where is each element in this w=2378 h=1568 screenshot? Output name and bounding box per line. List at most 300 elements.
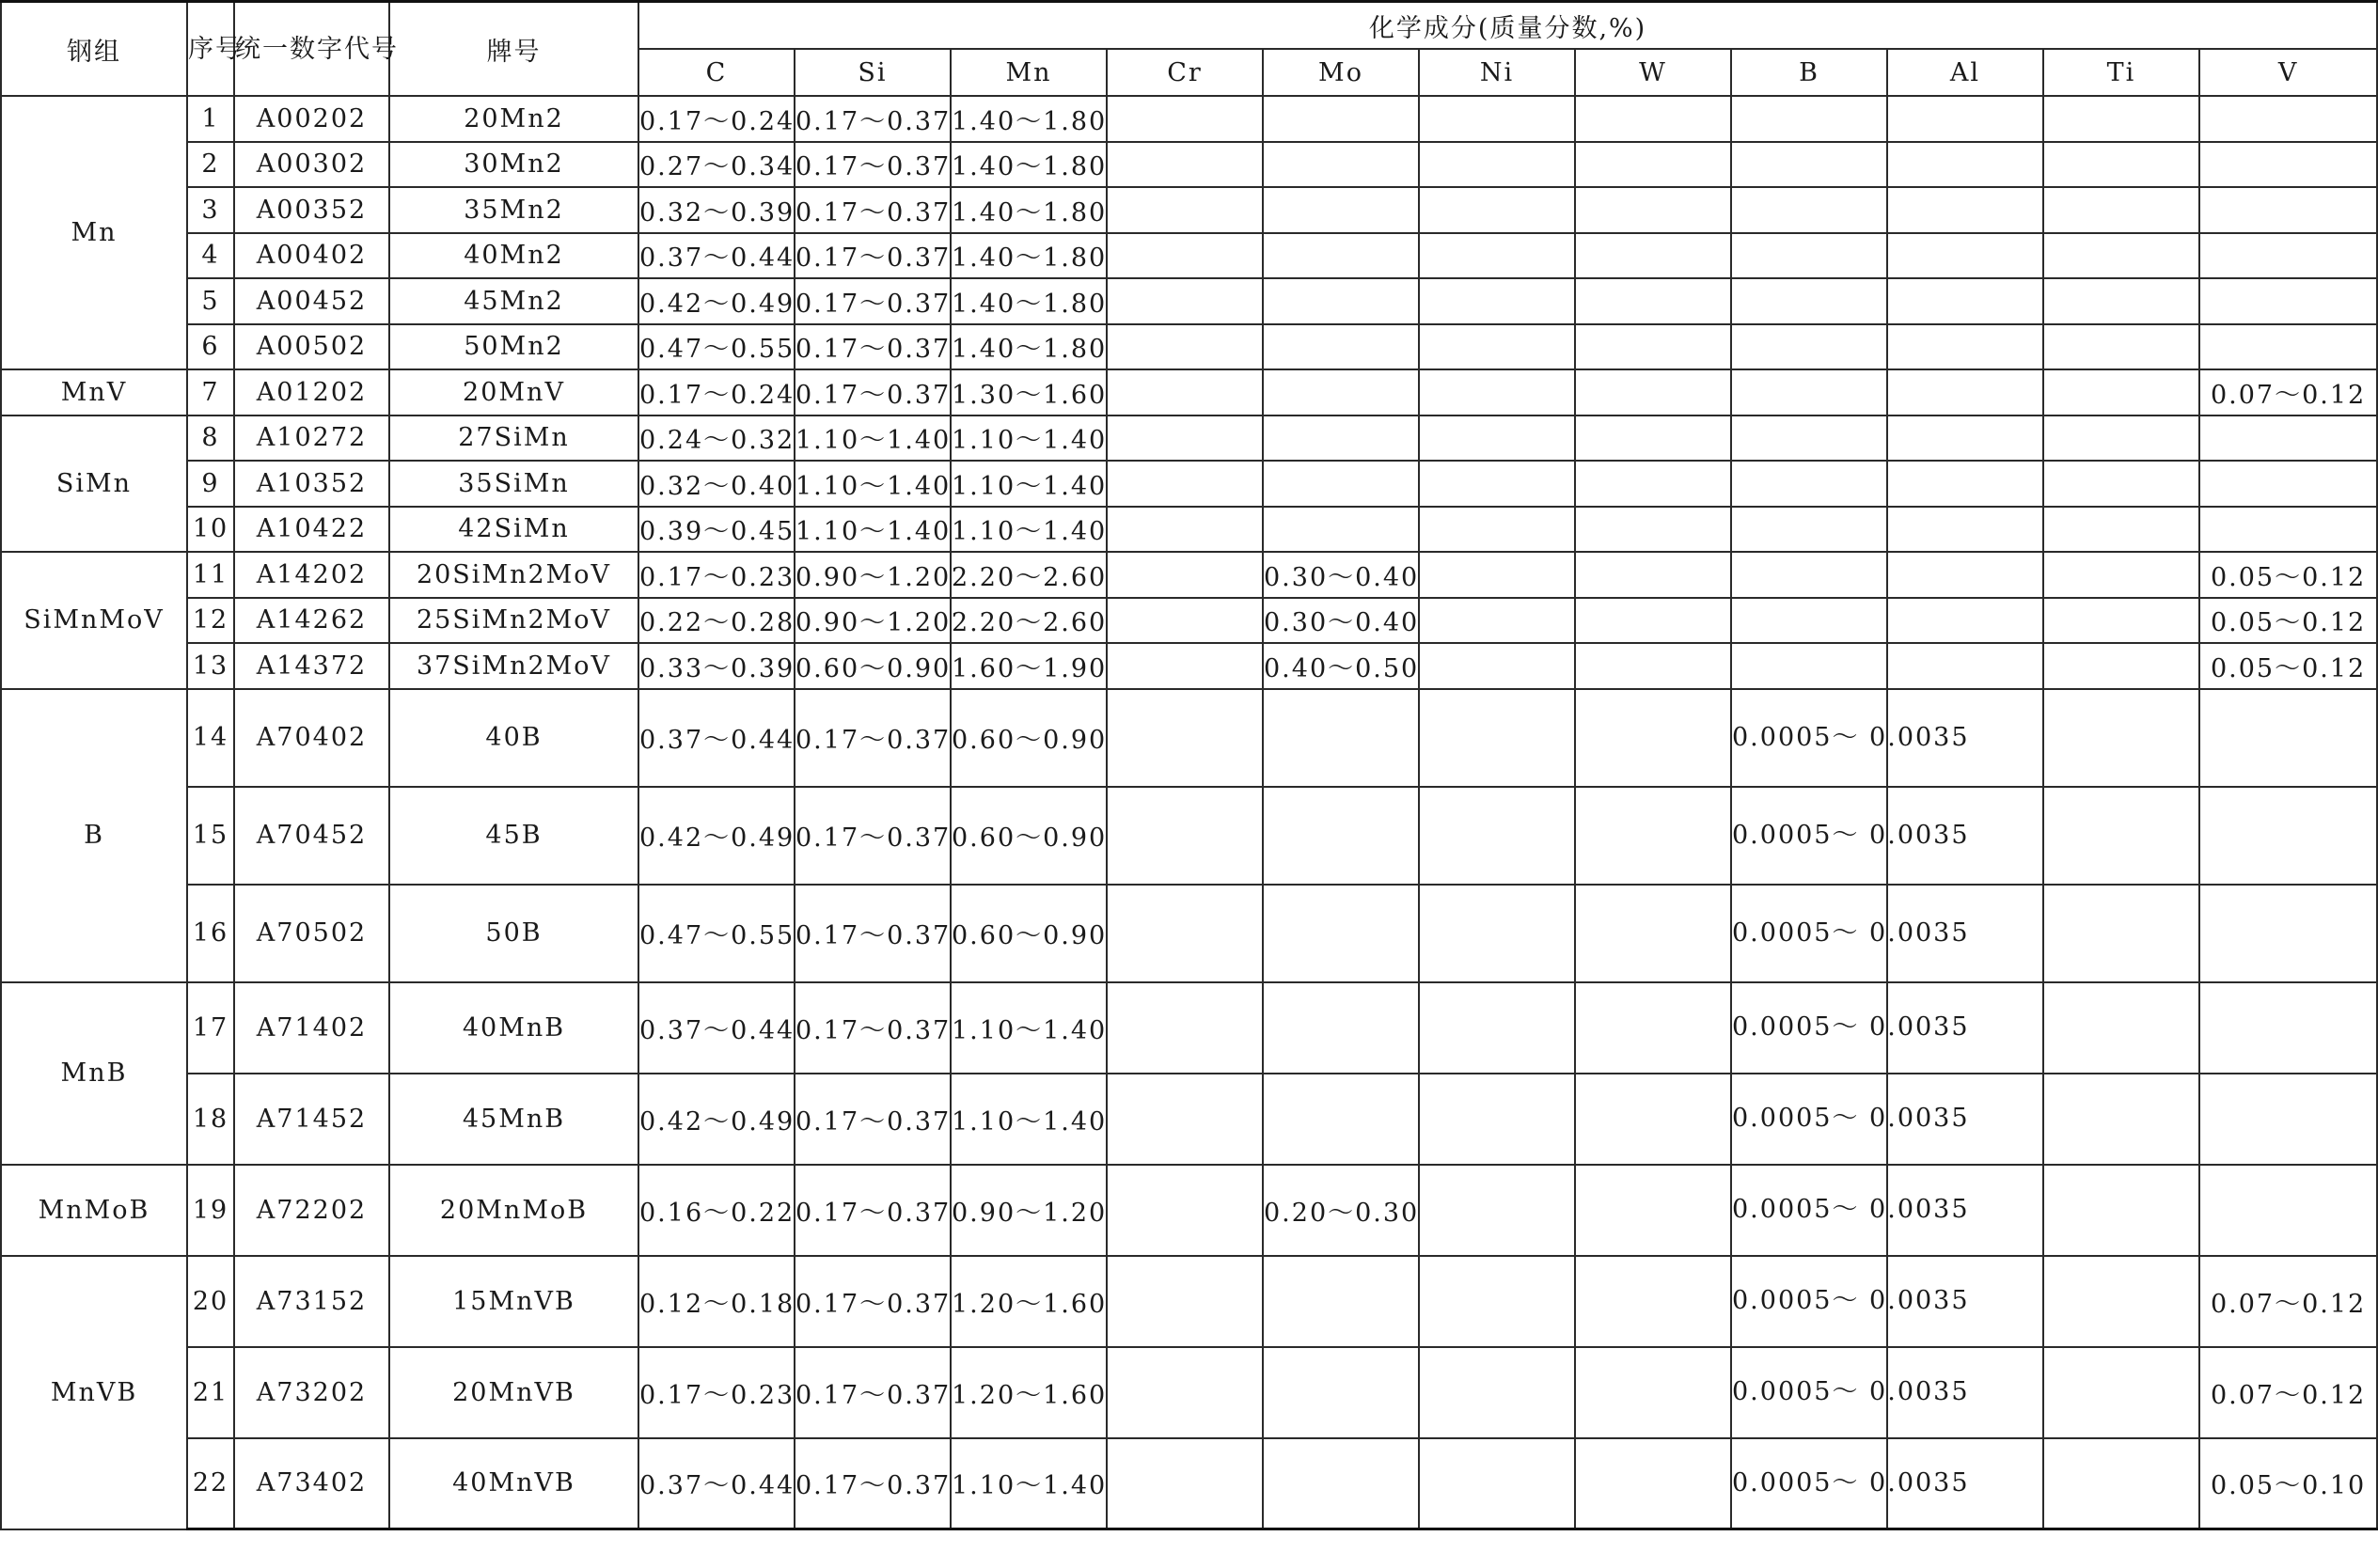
header-element-ni: Ni <box>1419 49 1575 96</box>
element-ni-cell <box>1419 1074 1575 1165</box>
element-ti-cell <box>2043 643 2199 689</box>
element-v-cell <box>2199 233 2377 279</box>
element-mn-cell: 1.10～1.40 <box>951 416 1107 462</box>
element-ti-cell <box>2043 233 2199 279</box>
table-row <box>1 369 2377 416</box>
seq-cell: 15 <box>187 787 234 885</box>
element-c-cell: 0.37～0.44 <box>638 689 795 787</box>
element-al-cell <box>1887 552 2043 598</box>
element-ni-cell <box>1419 787 1575 885</box>
element-si-cell: 0.17～0.37 <box>795 1438 951 1529</box>
seq-cell: 18 <box>187 1074 234 1165</box>
element-mn-cell: 1.10～1.40 <box>951 982 1107 1074</box>
table-row <box>1 787 2377 885</box>
element-si-cell: 0.17～0.37 <box>795 278 951 324</box>
element-b-cell <box>1731 278 1887 324</box>
element-ti-cell <box>2043 461 2199 507</box>
element-cr-cell <box>1107 787 1263 885</box>
element-si-cell: 1.10～1.40 <box>795 416 951 462</box>
element-v-cell <box>2199 689 2377 787</box>
header-element-b: B <box>1731 49 1887 96</box>
element-mo-cell: 0.30～0.40 <box>1263 552 1419 598</box>
seq-cell: 16 <box>187 885 234 982</box>
element-ti-cell <box>2043 187 2199 233</box>
grade-cell: 30Mn2 <box>389 142 638 188</box>
element-c-cell: 0.37～0.44 <box>638 233 795 279</box>
element-mo-cell <box>1263 369 1419 416</box>
element-ni-cell <box>1419 598 1575 644</box>
element-ni-cell <box>1419 369 1575 416</box>
grade-cell: 40B <box>389 689 638 787</box>
element-ti-cell <box>2043 278 2199 324</box>
unified-code-cell: A00502 <box>234 324 389 370</box>
element-si-cell: 0.60～0.90 <box>795 643 951 689</box>
element-v-cell <box>2199 507 2377 553</box>
element-v-cell <box>2199 416 2377 462</box>
element-mn-cell: 1.20～1.60 <box>951 1347 1107 1438</box>
element-si-cell: 0.17～0.37 <box>795 1347 951 1438</box>
element-v-cell <box>2199 324 2377 370</box>
seq-cell: 22 <box>187 1438 234 1529</box>
element-mo-cell <box>1263 885 1419 982</box>
element-si-cell: 1.10～1.40 <box>795 461 951 507</box>
element-si-cell: 0.17～0.37 <box>795 1165 951 1256</box>
table-header <box>1 2 2377 97</box>
element-al-cell <box>1887 278 2043 324</box>
element-b-cell <box>1731 142 1887 188</box>
element-al-cell <box>1887 416 2043 462</box>
element-w-cell <box>1575 1347 1731 1438</box>
table-row <box>1 598 2377 644</box>
element-b-cell: 0.0005～ 0.0035 <box>1731 689 1887 787</box>
seq-cell: 9 <box>187 461 234 507</box>
element-c-cell: 0.17～0.23 <box>638 1347 795 1438</box>
seq-cell: 19 <box>187 1165 234 1256</box>
element-ni-cell <box>1419 324 1575 370</box>
element-mo-cell <box>1263 1256 1419 1347</box>
element-w-cell <box>1575 1165 1731 1256</box>
element-w-cell <box>1575 982 1731 1074</box>
element-mn-cell: 1.10～1.40 <box>951 507 1107 553</box>
seq-cell: 3 <box>187 187 234 233</box>
grade-cell: 20MnVB <box>389 1347 638 1438</box>
table-row <box>1 507 2377 553</box>
element-v-cell <box>2199 278 2377 324</box>
unified-code-cell: A00452 <box>234 278 389 324</box>
element-b-cell <box>1731 598 1887 644</box>
element-mo-cell: 0.30～0.40 <box>1263 598 1419 644</box>
element-v-cell: 0.07～0.12 <box>2199 1256 2377 1347</box>
element-mo-cell <box>1263 689 1419 787</box>
element-b-cell <box>1731 461 1887 507</box>
element-b-cell: 0.0005～ 0.0035 <box>1731 982 1887 1074</box>
element-v-cell: 0.05～0.12 <box>2199 552 2377 598</box>
unified-code-cell: A10422 <box>234 507 389 553</box>
seq-cell: 14 <box>187 689 234 787</box>
element-b-cell: 0.0005～ 0.0035 <box>1731 1074 1887 1165</box>
element-si-cell: 0.17～0.37 <box>795 885 951 982</box>
seq-cell: 10 <box>187 507 234 553</box>
element-si-cell: 0.17～0.37 <box>795 324 951 370</box>
header-element-si: Si <box>795 49 951 96</box>
element-si-cell: 0.17～0.37 <box>795 142 951 188</box>
element-c-cell: 0.32～0.39 <box>638 187 795 233</box>
element-cr-cell <box>1107 598 1263 644</box>
element-cr-cell <box>1107 1074 1263 1165</box>
grade-cell: 20SiMn2MoV <box>389 552 638 598</box>
element-mn-cell: 1.40～1.80 <box>951 187 1107 233</box>
element-si-cell: 0.17～0.37 <box>795 1074 951 1165</box>
element-cr-cell <box>1107 369 1263 416</box>
element-c-cell: 0.12～0.18 <box>638 1256 795 1347</box>
element-al-cell <box>1887 369 2043 416</box>
table-row <box>1 1347 2377 1438</box>
element-cr-cell <box>1107 689 1263 787</box>
element-c-cell: 0.33～0.39 <box>638 643 795 689</box>
unified-code-cell: A71402 <box>234 982 389 1074</box>
element-cr-cell <box>1107 552 1263 598</box>
element-cr-cell <box>1107 187 1263 233</box>
table-row <box>1 324 2377 370</box>
element-mn-cell: 0.90～1.20 <box>951 1165 1107 1256</box>
element-w-cell <box>1575 1074 1731 1165</box>
element-mn-cell: 1.40～1.80 <box>951 96 1107 142</box>
element-mo-cell <box>1263 461 1419 507</box>
header-unified-code: 统一数字代号 <box>234 2 389 97</box>
element-w-cell <box>1575 1256 1731 1347</box>
element-mn-cell: 1.40～1.80 <box>951 142 1107 188</box>
steel-group-cell: MnVB <box>1 1256 187 1529</box>
table-row <box>1 885 2377 982</box>
steel-group-cell: SiMn <box>1 416 187 553</box>
grade-cell: 37SiMn2MoV <box>389 643 638 689</box>
element-c-cell: 0.32～0.40 <box>638 461 795 507</box>
element-ti-cell <box>2043 885 2199 982</box>
element-v-cell: 0.05～0.12 <box>2199 643 2377 689</box>
header-element-mn: Mn <box>951 49 1107 96</box>
element-al-cell <box>1887 142 2043 188</box>
element-w-cell <box>1575 233 1731 279</box>
element-mn-cell: 2.20～2.60 <box>951 552 1107 598</box>
grade-cell: 45B <box>389 787 638 885</box>
unified-code-cell: A14202 <box>234 552 389 598</box>
element-mo-cell <box>1263 787 1419 885</box>
element-b-cell <box>1731 187 1887 233</box>
element-c-cell: 0.42～0.49 <box>638 278 795 324</box>
grade-cell: 25SiMn2MoV <box>389 598 638 644</box>
element-w-cell <box>1575 96 1731 142</box>
element-ti-cell <box>2043 689 2199 787</box>
element-ti-cell <box>2043 507 2199 553</box>
grade-cell: 20MnV <box>389 369 638 416</box>
element-b-cell: 0.0005～ 0.0035 <box>1731 1438 1887 1529</box>
element-mn-cell: 1.20～1.60 <box>951 1256 1107 1347</box>
table-row <box>1 1165 2377 1256</box>
element-mo-cell <box>1263 1438 1419 1529</box>
element-w-cell <box>1575 187 1731 233</box>
element-b-cell <box>1731 324 1887 370</box>
element-c-cell: 0.24～0.32 <box>638 416 795 462</box>
element-ti-cell <box>2043 142 2199 188</box>
element-ti-cell <box>2043 416 2199 462</box>
element-ni-cell <box>1419 1256 1575 1347</box>
element-w-cell <box>1575 507 1731 553</box>
element-ti-cell <box>2043 982 2199 1074</box>
element-v-cell <box>2199 1074 2377 1165</box>
table-row <box>1 233 2377 279</box>
element-w-cell <box>1575 643 1731 689</box>
element-mo-cell <box>1263 324 1419 370</box>
seq-cell: 7 <box>187 369 234 416</box>
element-ti-cell <box>2043 552 2199 598</box>
unified-code-cell: A70502 <box>234 885 389 982</box>
grade-cell: 42SiMn <box>389 507 638 553</box>
element-ti-cell <box>2043 1165 2199 1256</box>
element-w-cell <box>1575 1438 1731 1529</box>
element-v-cell: 0.05～0.10 <box>2199 1438 2377 1529</box>
grade-cell: 15MnVB <box>389 1256 638 1347</box>
element-ni-cell <box>1419 461 1575 507</box>
element-cr-cell <box>1107 96 1263 142</box>
element-ni-cell <box>1419 233 1575 279</box>
unified-code-cell: A00202 <box>234 96 389 142</box>
element-ni-cell <box>1419 507 1575 553</box>
element-mn-cell: 0.60～0.90 <box>951 885 1107 982</box>
element-mn-cell: 0.60～0.90 <box>951 689 1107 787</box>
header-element-c: C <box>638 49 795 96</box>
element-b-cell <box>1731 643 1887 689</box>
element-ni-cell <box>1419 416 1575 462</box>
element-si-cell: 0.17～0.37 <box>795 233 951 279</box>
element-b-cell: 0.0005～ 0.0035 <box>1731 1347 1887 1438</box>
seq-cell: 12 <box>187 598 234 644</box>
element-ni-cell <box>1419 1438 1575 1529</box>
unified-code-cell: A70402 <box>234 689 389 787</box>
unified-code-cell: A10352 <box>234 461 389 507</box>
seq-cell: 5 <box>187 278 234 324</box>
steel-group-cell: B <box>1 689 187 982</box>
element-si-cell: 1.10～1.40 <box>795 507 951 553</box>
element-mo-cell <box>1263 96 1419 142</box>
element-w-cell <box>1575 278 1731 324</box>
unified-code-cell: A14262 <box>234 598 389 644</box>
element-si-cell: 0.17～0.37 <box>795 187 951 233</box>
element-b-cell: 0.0005～ 0.0035 <box>1731 885 1887 982</box>
element-al-cell <box>1887 324 2043 370</box>
table-row <box>1 552 2377 598</box>
element-c-cell: 0.39～0.45 <box>638 507 795 553</box>
element-al-cell <box>1887 96 2043 142</box>
element-cr-cell <box>1107 1256 1263 1347</box>
element-al-cell <box>1887 643 2043 689</box>
element-ni-cell <box>1419 982 1575 1074</box>
element-ni-cell <box>1419 689 1575 787</box>
seq-cell: 1 <box>187 96 234 142</box>
steel-group-cell: MnMoB <box>1 1165 187 1256</box>
seq-cell: 20 <box>187 1256 234 1347</box>
element-ti-cell <box>2043 96 2199 142</box>
grade-cell: 35Mn2 <box>389 187 638 233</box>
element-cr-cell <box>1107 278 1263 324</box>
element-ni-cell <box>1419 643 1575 689</box>
element-v-cell <box>2199 787 2377 885</box>
element-si-cell: 0.90～1.20 <box>795 552 951 598</box>
element-c-cell: 0.17～0.24 <box>638 369 795 416</box>
unified-code-cell: A73202 <box>234 1347 389 1438</box>
element-ti-cell <box>2043 1347 2199 1438</box>
element-c-cell: 0.27～0.34 <box>638 142 795 188</box>
unified-code-cell: A72202 <box>234 1165 389 1256</box>
unified-code-cell: A73152 <box>234 1256 389 1347</box>
element-b-cell <box>1731 233 1887 279</box>
element-si-cell: 0.17～0.37 <box>795 369 951 416</box>
seq-cell: 21 <box>187 1347 234 1438</box>
element-mo-cell <box>1263 187 1419 233</box>
element-ni-cell <box>1419 1165 1575 1256</box>
element-w-cell <box>1575 416 1731 462</box>
table-row <box>1 1256 2377 1347</box>
grade-cell: 40MnB <box>389 982 638 1074</box>
element-ti-cell <box>2043 1256 2199 1347</box>
element-w-cell <box>1575 461 1731 507</box>
grade-cell: 50B <box>389 885 638 982</box>
element-mn-cell: 0.60～0.90 <box>951 787 1107 885</box>
element-w-cell <box>1575 787 1731 885</box>
element-cr-cell <box>1107 416 1263 462</box>
element-c-cell: 0.47～0.55 <box>638 324 795 370</box>
header-grade: 牌号 <box>389 2 638 97</box>
grade-cell: 35SiMn <box>389 461 638 507</box>
header-element-w: W <box>1575 49 1731 96</box>
element-v-cell <box>2199 885 2377 982</box>
seq-cell: 2 <box>187 142 234 188</box>
seq-cell: 8 <box>187 416 234 462</box>
element-v-cell: 0.07～0.12 <box>2199 1347 2377 1438</box>
element-mo-cell: 0.40～0.50 <box>1263 643 1419 689</box>
element-si-cell: 0.17～0.37 <box>795 96 951 142</box>
element-ni-cell <box>1419 885 1575 982</box>
header-element-al: Al <box>1887 49 2043 96</box>
element-b-cell: 0.0005～ 0.0035 <box>1731 787 1887 885</box>
element-mn-cell: 1.40～1.80 <box>951 278 1107 324</box>
element-cr-cell <box>1107 885 1263 982</box>
element-cr-cell <box>1107 461 1263 507</box>
element-mo-cell <box>1263 142 1419 188</box>
element-c-cell: 0.42～0.49 <box>638 787 795 885</box>
element-mo-cell <box>1263 1074 1419 1165</box>
element-c-cell: 0.42～0.49 <box>638 1074 795 1165</box>
element-v-cell <box>2199 982 2377 1074</box>
element-mo-cell <box>1263 278 1419 324</box>
element-mo-cell <box>1263 982 1419 1074</box>
seq-cell: 13 <box>187 643 234 689</box>
element-cr-cell <box>1107 233 1263 279</box>
element-ti-cell <box>2043 1438 2199 1529</box>
element-mo-cell <box>1263 507 1419 553</box>
element-mn-cell: 1.10～1.40 <box>951 1438 1107 1529</box>
grade-cell: 50Mn2 <box>389 324 638 370</box>
steel-group-cell: MnV <box>1 369 187 416</box>
element-cr-cell <box>1107 1165 1263 1256</box>
element-b-cell: 0.0005～ 0.0035 <box>1731 1165 1887 1256</box>
grade-cell: 40MnVB <box>389 1438 638 1529</box>
element-b-cell <box>1731 552 1887 598</box>
seq-cell: 4 <box>187 233 234 279</box>
element-cr-cell <box>1107 643 1263 689</box>
element-mn-cell: 1.40～1.80 <box>951 324 1107 370</box>
grade-cell: 45Mn2 <box>389 278 638 324</box>
element-al-cell <box>1887 598 2043 644</box>
element-ti-cell <box>2043 1074 2199 1165</box>
table-row <box>1 1438 2377 1529</box>
table-row <box>1 982 2377 1074</box>
seq-cell: 11 <box>187 552 234 598</box>
unified-code-cell: A70452 <box>234 787 389 885</box>
unified-code-cell: A73402 <box>234 1438 389 1529</box>
element-b-cell <box>1731 96 1887 142</box>
element-c-cell: 0.16～0.22 <box>638 1165 795 1256</box>
element-cr-cell <box>1107 1347 1263 1438</box>
element-cr-cell <box>1107 324 1263 370</box>
element-si-cell: 0.90～1.20 <box>795 598 951 644</box>
unified-code-cell: A00402 <box>234 233 389 279</box>
element-ni-cell <box>1419 96 1575 142</box>
element-cr-cell <box>1107 142 1263 188</box>
element-w-cell <box>1575 885 1731 982</box>
element-v-cell <box>2199 142 2377 188</box>
element-v-cell <box>2199 1165 2377 1256</box>
element-cr-cell <box>1107 982 1263 1074</box>
element-cr-cell <box>1107 1438 1263 1529</box>
element-mn-cell: 1.30～1.60 <box>951 369 1107 416</box>
element-v-cell: 0.05～0.12 <box>2199 598 2377 644</box>
header-element-cr: Cr <box>1107 49 1263 96</box>
element-mo-cell <box>1263 233 1419 279</box>
table-body <box>1 96 2377 1529</box>
element-si-cell: 0.17～0.37 <box>795 787 951 885</box>
element-ni-cell <box>1419 142 1575 188</box>
grade-cell: 27SiMn <box>389 416 638 462</box>
table-row <box>1 643 2377 689</box>
table-row <box>1 278 2377 324</box>
steel-group-cell: MnB <box>1 982 187 1165</box>
table-row <box>1 142 2377 188</box>
element-ni-cell <box>1419 278 1575 324</box>
element-b-cell <box>1731 507 1887 553</box>
element-al-cell <box>1887 461 2043 507</box>
table-row <box>1 1074 2377 1165</box>
unified-code-cell: A00302 <box>234 142 389 188</box>
unified-code-cell: A71452 <box>234 1074 389 1165</box>
element-c-cell: 0.37～0.44 <box>638 982 795 1074</box>
unified-code-cell: A10272 <box>234 416 389 462</box>
unified-code-cell: A01202 <box>234 369 389 416</box>
element-mn-cell: 1.10～1.40 <box>951 1074 1107 1165</box>
element-mn-cell: 1.10～1.40 <box>951 461 1107 507</box>
unified-code-cell: A14372 <box>234 643 389 689</box>
element-cr-cell <box>1107 507 1263 553</box>
header-steel-group: 钢组 <box>1 2 187 97</box>
element-c-cell: 0.22～0.28 <box>638 598 795 644</box>
element-mo-cell <box>1263 416 1419 462</box>
seq-cell: 17 <box>187 982 234 1074</box>
element-c-cell: 0.17～0.23 <box>638 552 795 598</box>
steel-group-cell: Mn <box>1 96 187 369</box>
element-v-cell <box>2199 187 2377 233</box>
element-v-cell <box>2199 96 2377 142</box>
element-w-cell <box>1575 552 1731 598</box>
header-element-mo: Mo <box>1263 49 1419 96</box>
